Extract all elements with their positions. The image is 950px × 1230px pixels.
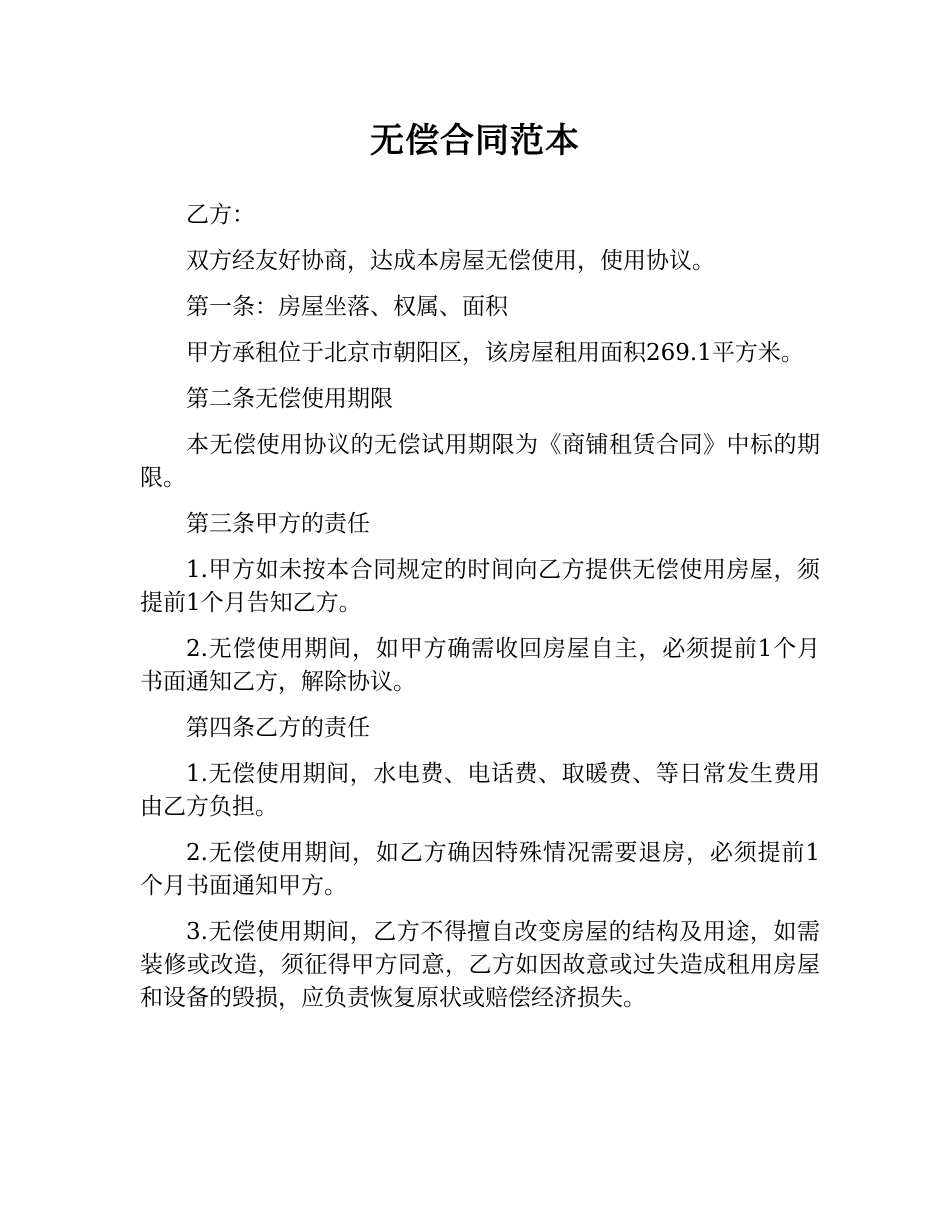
document-body xyxy=(140,199,820,1028)
article-3-heading: 第三条甲方的责任 xyxy=(186,511,370,537)
article-4-item-3: 3.无偿使用期间，乙方不得擅自改变房屋的结构及用途，如需装修或改造，须征得甲方同意，乙方如因故意或过失造成租用房屋和设备的毁损，应负责恢复原状或赔偿经济损失。 xyxy=(140,919,820,1011)
article-4-heading: 第四条乙方的责任 xyxy=(186,715,370,741)
party-b-line: 乙方： xyxy=(186,202,255,228)
article-2-heading: 第二条无偿使用期限 xyxy=(186,386,393,412)
article-4-item-2: 2.无偿使用期间，如乙方确因特殊情况需要退房，必须提前1个月书面通知甲方。 xyxy=(140,840,820,899)
intro-paragraph: 双方经友好协商，达成本房屋无偿使用，使用协议。 xyxy=(186,248,715,274)
article-1-heading: 第一条：房屋坐落、权属、面积 xyxy=(186,294,508,320)
article-4-item-1: 1.无偿使用期间，水电费、电话费、取暖费、等日常发生费用由乙方负担。 xyxy=(140,761,820,820)
article-3-item-1: 1.甲方如未按本合同规定的时间向乙方提供无偿使用房屋，须提前1个月告知乙方。 xyxy=(140,557,820,616)
article-2-text: 本无偿使用协议的无偿试用期限为《商铺租赁合同》中标的期限。 xyxy=(140,432,820,491)
article-1-text: 甲方承租位于北京市朝阳区，该房屋租用面积269.1平方米。 xyxy=(186,340,804,366)
document-title: 无偿合同范本 xyxy=(370,121,580,161)
article-3-item-2: 2.无偿使用期间，如甲方确需收回房屋自主，必须提前1个月书面通知乙方，解除协议。 xyxy=(140,636,820,695)
